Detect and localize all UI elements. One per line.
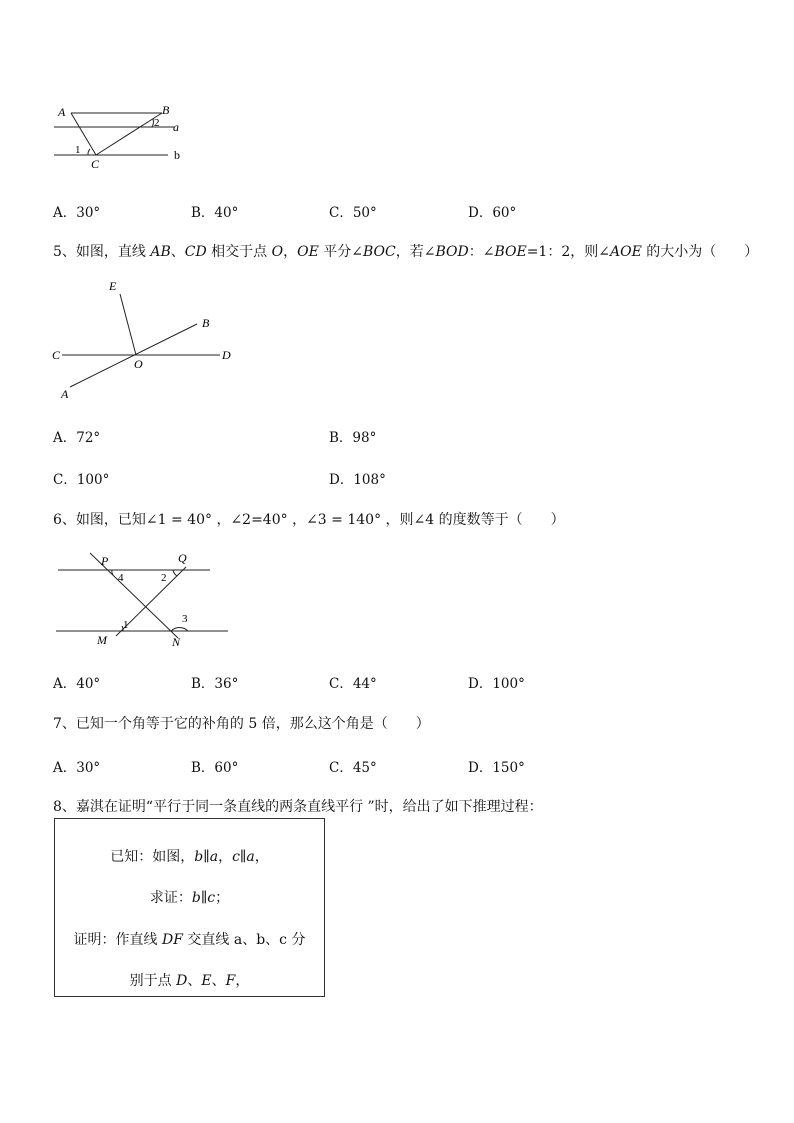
label-3: 3 [182, 613, 188, 625]
q5-option-c[interactable]: C．100° [53, 472, 110, 488]
label-b: b [174, 148, 180, 162]
q6-option-c[interactable]: C．44° [329, 676, 377, 692]
label-C: C [91, 157, 100, 171]
q5-option-b[interactable]: B．98° [329, 430, 377, 446]
label-1: 1 [123, 619, 129, 631]
proof-line-to-prove: 求证：b∥c； [149, 890, 230, 906]
q5-option-a[interactable]: A．72° [53, 430, 101, 446]
q7-option-a[interactable]: A．30° [53, 760, 101, 776]
label-1: 1 [75, 144, 81, 156]
label-B: B [202, 316, 210, 330]
label-P: P [101, 554, 109, 568]
label-O: O [134, 357, 143, 371]
proof-line-proof: 证明：作直线 DF 交直线 a、b、c 分 [73, 932, 306, 948]
proof-box [54, 818, 325, 997]
label-4: 4 [118, 572, 124, 584]
label-B: B [162, 103, 170, 117]
q7-option-b[interactable]: B．60° [191, 760, 239, 776]
q6-question: 6、如图，已知∠1 = 40° ，∠2=40° ，∠3 = 140° ，则∠4 的度数等于（ ） [53, 512, 565, 528]
q5-option-d[interactable]: D．108° [329, 472, 386, 488]
proof-line-points: 别于点 D、E、F， [129, 973, 250, 989]
q6-option-a[interactable]: A．40° [53, 676, 101, 692]
q4-option-b[interactable]: B．40° [191, 205, 239, 221]
label-N: N [172, 635, 181, 649]
figure-intersecting-lines-o [50, 278, 240, 404]
label-A: A [58, 105, 66, 119]
q6-option-b[interactable]: B．36° [191, 676, 239, 692]
label-A: A [61, 387, 69, 401]
label-2: 2 [154, 117, 160, 129]
q7-option-d[interactable]: D．150° [468, 760, 525, 776]
q4-option-c[interactable]: C．50° [329, 205, 377, 221]
proof-line-given: 已知：如图，b∥a，c∥a， [110, 849, 269, 865]
q5-question: 5、如图，直线 AB、CD 相交于点 O，OE 平分∠BOC，若∠BOD：∠BOE=1：2，则∠AOE 的大小为（ ） [53, 244, 759, 260]
q7-option-c[interactable]: C．45° [329, 760, 377, 776]
q8-question: 8、嘉淇在证明“平行于同一条直线的两条直线平行 ”时，给出了如下推理过程： [53, 799, 543, 815]
label-Q: Q [178, 551, 187, 565]
figure-parallel-lines-abc [50, 102, 190, 174]
q4-option-d[interactable]: D．60° [468, 205, 517, 221]
q7-question: 7、已知一个角等于它的补角的 5 倍，那么这个角是（ ） [53, 716, 430, 732]
label-2: 2 [161, 572, 167, 584]
label-a: a [173, 120, 179, 134]
label-C: C [52, 348, 61, 362]
figure-transversal-pqmn [50, 548, 240, 650]
label-M: M [97, 633, 107, 647]
q4-option-a[interactable]: A．30° [53, 205, 101, 221]
q6-option-d[interactable]: D．100° [468, 676, 525, 692]
label-D: D [222, 348, 231, 362]
label-E: E [109, 279, 117, 293]
